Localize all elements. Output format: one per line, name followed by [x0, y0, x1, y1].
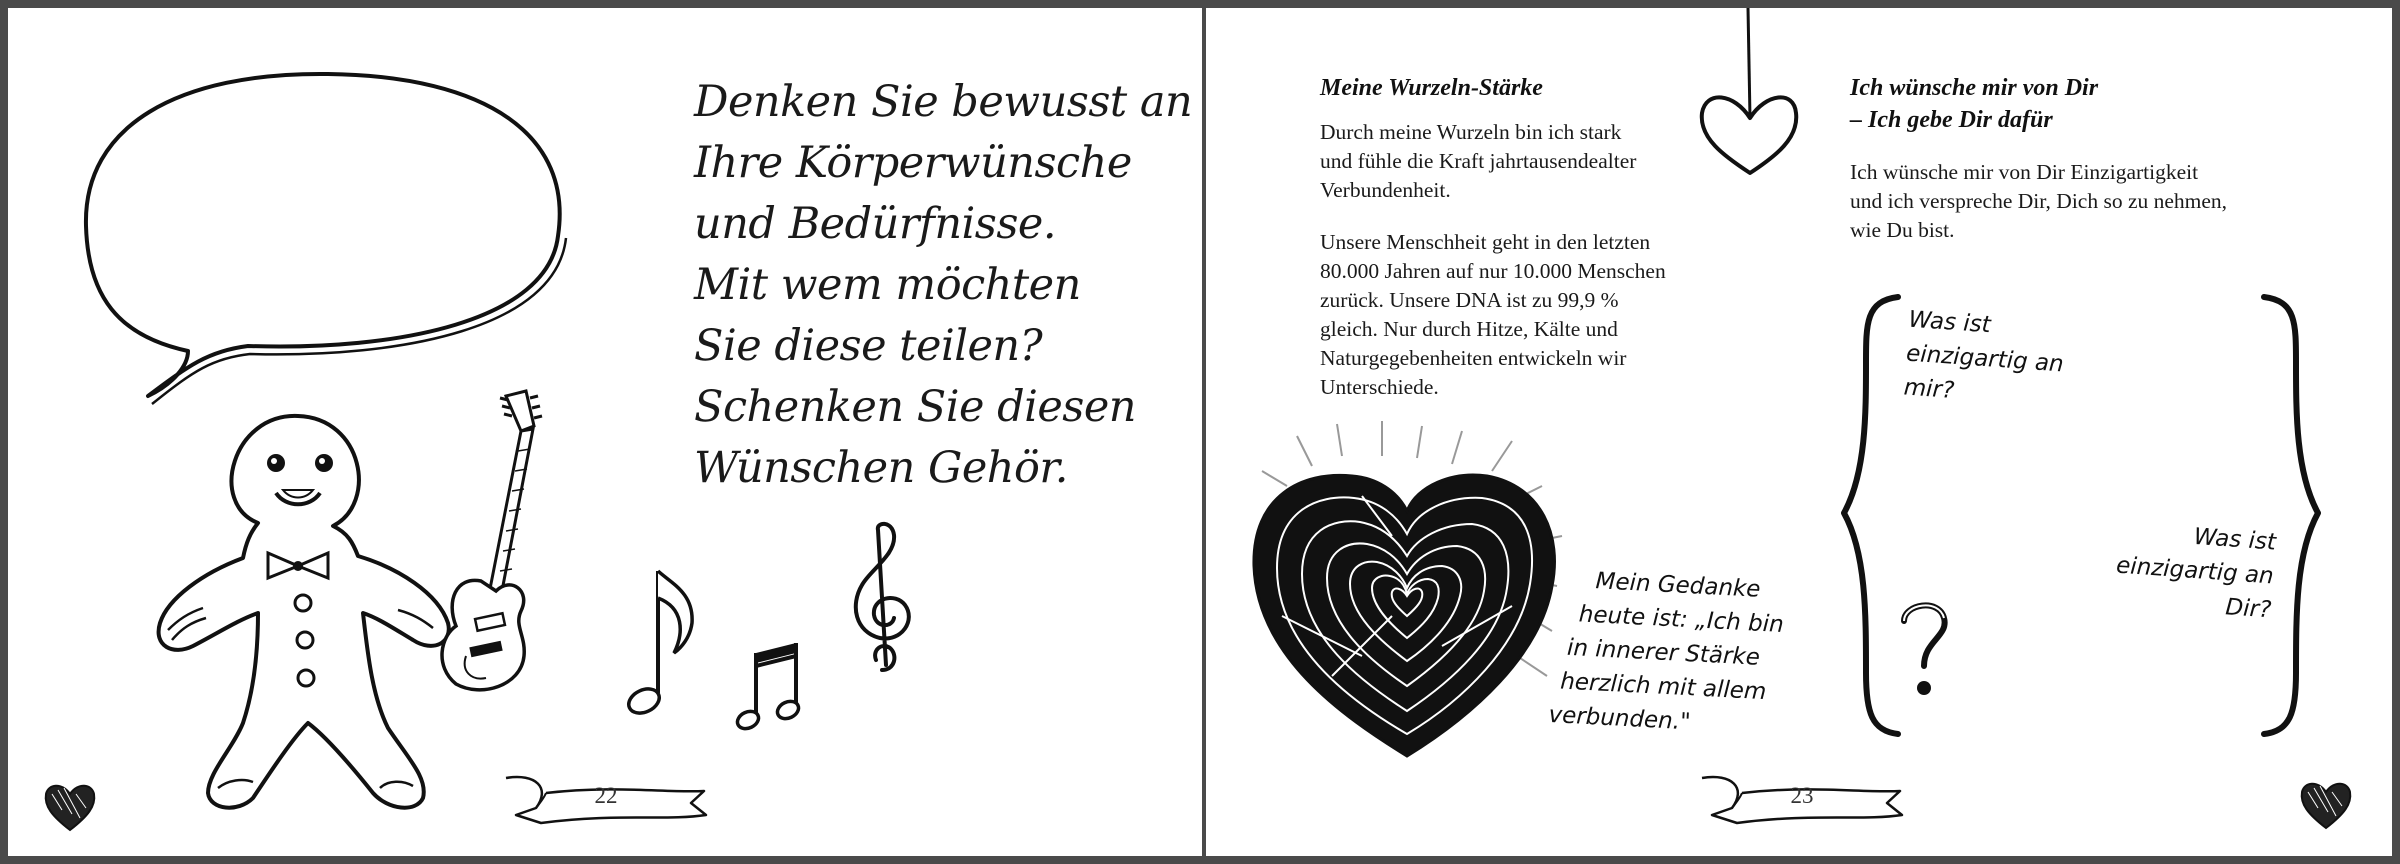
quote-line: Wünschen Gehör. [694, 443, 1068, 493]
text-line: einzigartig an [1905, 340, 2065, 378]
text-line: Was ist [2192, 523, 2277, 556]
text-line: und ich verspreche Dir, Dich so zu nehmen, [1850, 189, 2228, 213]
page-number: 23 [1790, 783, 1814, 808]
text-line: heute ist: „Ich bin [1578, 601, 1785, 639]
page-number: 22 [594, 783, 618, 808]
curly-brace-right-icon [2256, 293, 2326, 738]
text-line: Ich wünsche mir von Dir Einzigartigkeit [1850, 160, 2199, 184]
wish-paragraph [1850, 158, 2227, 245]
quote-line: und Bedürfnisse. [694, 199, 1057, 249]
question-about-you [2113, 515, 2277, 628]
quote-line: Sie diese teilen? [694, 321, 1043, 371]
text-line: gleich. Nur durch Hitze, Kälte und [1320, 317, 1618, 341]
heart-doodle-icon [42, 780, 98, 834]
left-page [8, 8, 1202, 856]
text-line: 80.000 Jahren auf nur 10.000 Menschen [1320, 259, 1666, 283]
hanging-heart-icon [1694, 8, 1804, 183]
treble-clef-icon [840, 520, 920, 680]
text-line: in innerer Stärke [1566, 634, 1761, 671]
text-line: einzigartig an [2115, 552, 2275, 590]
text-line: mir? [1902, 374, 1956, 404]
text-line: Was ist [1907, 306, 1992, 339]
text-line: zurück. Unsere DNA ist zu 99,9 % [1320, 288, 1619, 312]
right-page [1206, 8, 2392, 856]
roots-heading: Meine Wurzeln-Stärke [1320, 75, 1543, 101]
beamed-notes-icon [736, 638, 806, 738]
text-line: Naturgegebenheiten entwickeln wir [1320, 346, 1627, 370]
text-line: Durch meine Wurzeln bin ich stark [1320, 120, 1622, 144]
text-line: Unterschiede. [1320, 375, 1439, 399]
tree-ring-heart-icon [1242, 416, 1582, 766]
text-line: wie Du bist. [1850, 218, 1955, 242]
text-line: herzlich mit allem [1559, 668, 1767, 706]
roots-paragraph [1320, 118, 1636, 205]
text-line: Dir? [2224, 594, 2273, 624]
handwritten-thought [1548, 562, 1787, 744]
eighth-note-icon [626, 563, 696, 723]
dna-paragraph [1320, 228, 1666, 402]
gingerbread-man-icon [148, 408, 468, 818]
reflection-quote [694, 72, 1193, 499]
text-line: Verbundenheit. [1320, 178, 1451, 202]
text-line: verbunden." [1547, 701, 1692, 736]
guitar-icon [426, 386, 556, 696]
heading-line: – Ich gebe Dir dafür [1850, 107, 2053, 133]
text-line: und fühle die Kraft jahrtausendealter [1320, 149, 1637, 173]
quote-line: Denken Sie bewusst an [694, 77, 1193, 127]
text-line: Mein Gedanke [1594, 568, 1762, 603]
wish-heading [1850, 72, 2098, 136]
text-line: Unsere Menschheit geht in den letzten [1320, 230, 1651, 254]
heart-doodle-icon [2298, 778, 2354, 832]
question-about-me [1903, 303, 2067, 416]
heading-line: Ich wünsche mir von Dir [1850, 75, 2099, 101]
quote-line: Schenken Sie diesen [694, 382, 1136, 432]
quote-line: Mit wem möchten [694, 260, 1081, 310]
quote-line: Ihre Körperwünsche [694, 138, 1132, 188]
question-mark-icon [1894, 596, 1954, 706]
